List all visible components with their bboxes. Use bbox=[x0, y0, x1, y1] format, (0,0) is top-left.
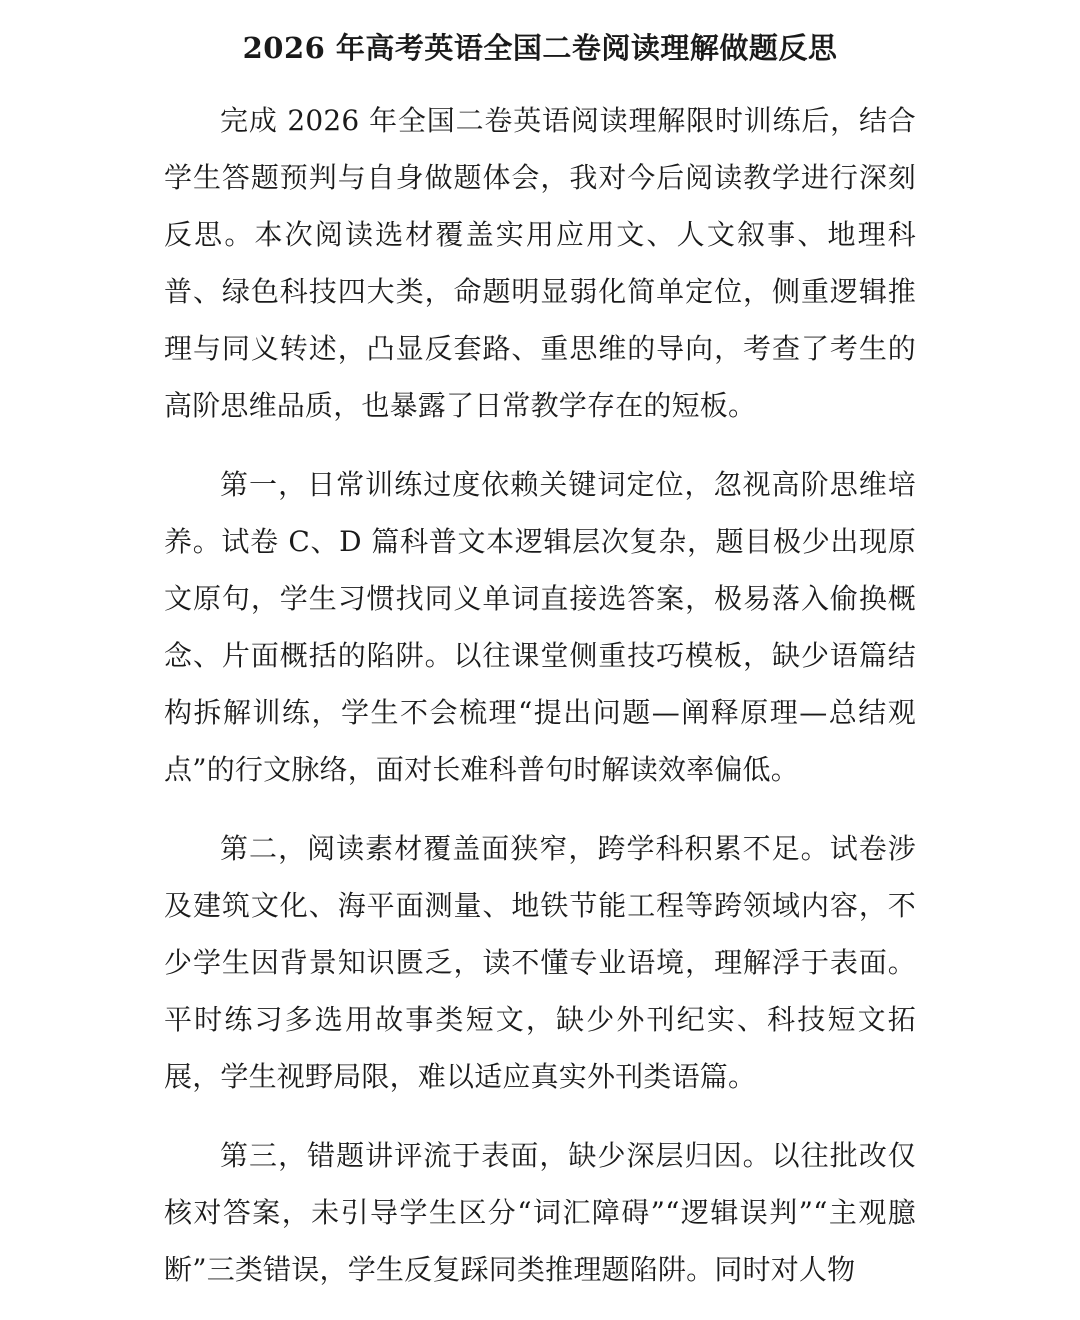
document-body bbox=[164, 92, 916, 1320]
paragraph-second-point: 第二，阅读素材覆盖面狭窄，跨学科积累不足。试卷涉及建筑文化、海平面测量、地铁节能工程等跨领域内容，不少学生因背景知识匮乏，读不懂专业语境，理解浮于表面。平时练习多选用故事类短文，缺少外刊纪实、科技短文拓展，学生视野局限，难以适应真实外刊类语篇。 bbox=[164, 832, 916, 1093]
paragraph-first-point: 第一，日常训练过度依赖关键词定位，忽视高阶思维培养。试卷 C、D 篇科普文本逻辑层次复杂，题目极少出现原文原句，学生习惯找同义单词直接选答案，极易落入偷换概念、片面概括的陷阱。以往课堂侧重技巧模板，缺少语篇结构拆解训练，学生不会梳理“提出问题—阐释原理—总结观点”的行文脉络，面对长难科普句时解读效率偏低。 bbox=[164, 468, 916, 786]
paragraph-intro: 完成 2026 年全国二卷英语阅读理解限时训练后，结合学生答题预判与自身做题体会，我对今后阅读教学进行深刻反思。本次阅读选材覆盖实用应用文、人文叙事、地理科普、绿色科技四大类，命题明显弱化简单定位，侧重逻辑推理与同义转述，凸显反套路、重思维的导向，考查了考生的高阶思维品质，也暴露了日常教学存在的短板。 bbox=[164, 104, 916, 422]
document-title: 2026 年高考英语全国二卷阅读理解做题反思 bbox=[242, 31, 838, 65]
paragraph-third-point: 第三，错题讲评流于表面，缺少深层归因。以往批改仅核对答案，未引导学生区分“词汇障碍”“逻辑误判”“主观臆断”三类错误，学生反复踩同类推理题陷阱。同时对人物 bbox=[164, 1139, 916, 1286]
